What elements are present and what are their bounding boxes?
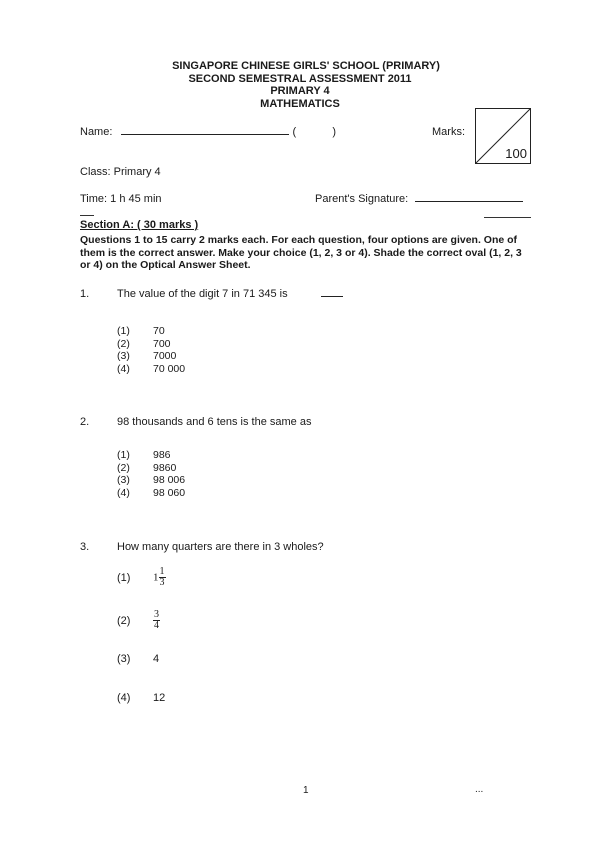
question-3-option-3[interactable]: (3) 4 xyxy=(117,653,160,665)
question-1-option-2[interactable]: (2) 700 xyxy=(117,337,171,350)
assessment-title: SECOND SEMESTRAL ASSESSMENT 2011 xyxy=(188,72,412,85)
fraction: $\frac{1}{3}$ xyxy=(159,566,165,588)
marks-label: Marks: xyxy=(432,126,465,138)
name-label: Name: xyxy=(80,126,113,138)
question-3-option-1[interactable]: (1) 1 $\frac{1}{3}$ xyxy=(117,566,165,588)
question-2-text: 98 thousands and 6 tens is the same as xyxy=(117,416,312,428)
question-1-text xyxy=(117,288,343,300)
mixed-number-whole: 1 xyxy=(153,571,159,584)
exam-header xyxy=(0,60,600,110)
question-1-blank xyxy=(321,296,343,297)
name-row xyxy=(80,126,336,138)
divider-right xyxy=(484,217,531,218)
section-instructions: Questions 1 to 15 carry 2 marks each. For each question, four options are given. One of them is the correct answer. Make your choice (1, 2, 3 or 4). Shade the correct oval (1, 2, 3 or 4) on the Optical Answer Sheet. xyxy=(80,234,522,271)
section-title: Section A: ( 30 marks ) xyxy=(80,219,199,231)
question-3-number: 3. xyxy=(80,541,90,553)
signature-row xyxy=(315,193,523,205)
divider-left xyxy=(80,215,94,216)
question-1-options xyxy=(117,325,185,375)
question-3-text: How many quarters are there in 3 wholes? xyxy=(117,541,324,553)
subject-title: MATHEMATICS xyxy=(260,97,340,110)
question-1-option-3[interactable]: (3) 7000 xyxy=(117,350,177,362)
name-paren-open: ( xyxy=(292,126,297,138)
marks-box xyxy=(475,108,531,164)
school-name: SINGAPORE CHINESE GIRLS' SCHOOL (PRIMARY) xyxy=(172,60,440,72)
question-1-number: 1. xyxy=(80,288,90,300)
level-title: PRIMARY 4 xyxy=(270,85,330,97)
fraction: $\frac{3}{4}$ xyxy=(154,609,159,631)
question-3-option-4[interactable]: (4) 12 xyxy=(117,692,166,704)
class-text: Class: Primary 4 xyxy=(80,166,161,178)
signature-field[interactable] xyxy=(415,201,523,202)
question-2-options xyxy=(117,449,185,499)
footer-dots: ... xyxy=(475,784,484,795)
question-2-option-3[interactable]: (3) 98 006 xyxy=(117,474,186,486)
question-1-option-4[interactable]: (4) 70 000 xyxy=(117,362,186,375)
question-3-option-2[interactable]: (2) $\frac{3}{4}$ xyxy=(117,609,159,631)
question-2-number: 2. xyxy=(80,416,90,428)
question-2-option-2[interactable]: (2) 9860 xyxy=(117,461,177,474)
name-paren-close: ) xyxy=(332,126,336,138)
signature-label: Parent's Signature: xyxy=(315,193,409,205)
question-1-stem: The value of the digit 7 in 71 345 is xyxy=(117,288,288,300)
page-number: 1 xyxy=(303,785,309,796)
time-text: Time: 1 h 45 min xyxy=(80,193,162,205)
question-2-option-1[interactable]: (1) 986 xyxy=(117,449,171,461)
question-2-option-4[interactable]: (4) 98 060 xyxy=(117,486,186,499)
marks-total: 100 xyxy=(505,146,527,161)
question-1-option-1[interactable]: (1) 70 xyxy=(117,325,165,337)
name-field[interactable] xyxy=(121,134,289,135)
